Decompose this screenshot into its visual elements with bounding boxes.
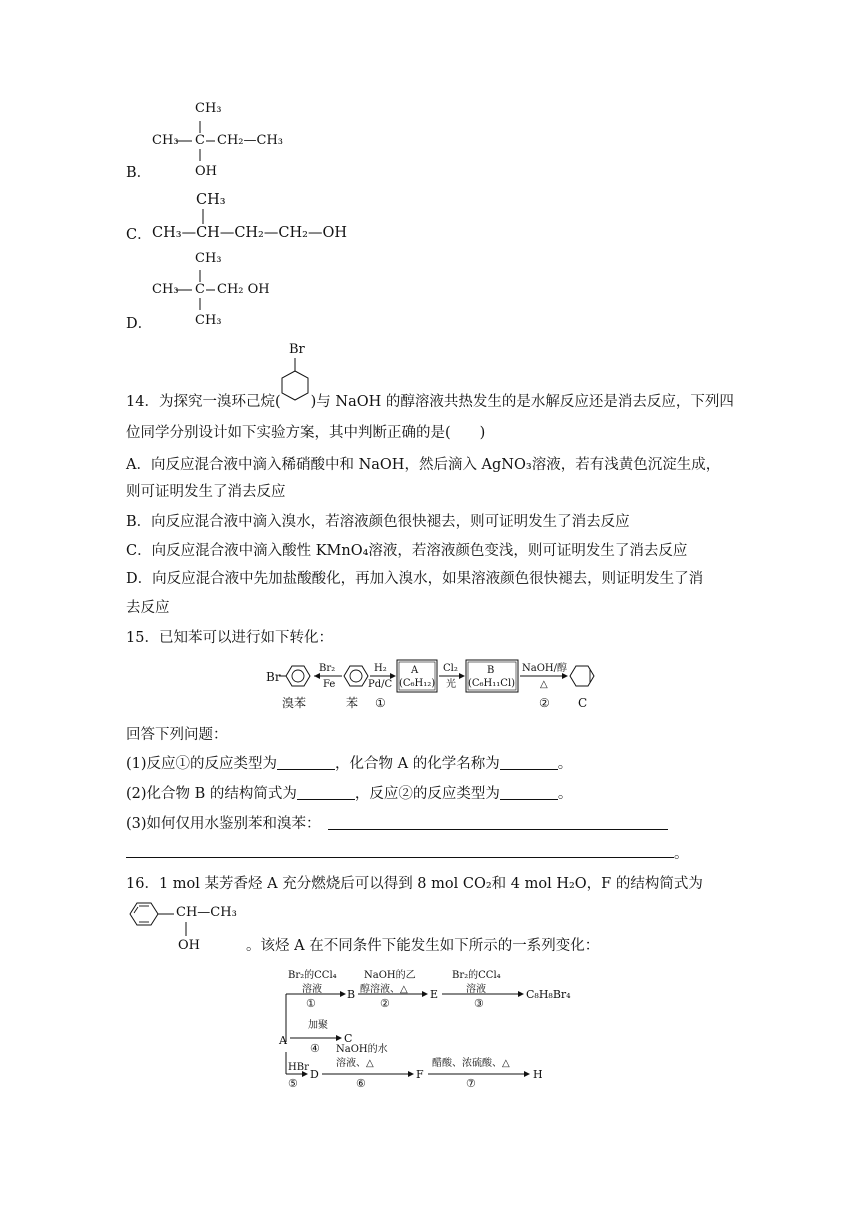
option-c-bond-3: — xyxy=(263,225,279,241)
q14-stem-line2: 位同学分别设计如下实验方案，其中判断正确的是( ) xyxy=(126,425,486,441)
seq-soln-1: 溶液 xyxy=(302,984,322,995)
option-b-right-chain: CH₂—CH₃ xyxy=(217,133,283,148)
q15-stem: 15．已知苯可以进行如下转化： xyxy=(126,630,333,646)
seq-ester-cond: 醋酸、浓硫酸、△ xyxy=(432,1058,510,1069)
option-b-oh: OH xyxy=(195,164,217,179)
option-c-chain xyxy=(152,223,347,243)
q15-blank-compound-a-name[interactable] xyxy=(500,755,558,770)
seq-a: A xyxy=(279,1034,287,1047)
seq-step2: ② xyxy=(380,997,390,1010)
option-b-left-ch3: CH₃ xyxy=(152,133,179,148)
q15-blank-method-line1[interactable] xyxy=(328,829,668,830)
scheme-label-bromobenzene: 溴苯 xyxy=(282,696,307,710)
option-d-bottom-ch3: CH₃ xyxy=(195,313,222,328)
option-b-label: B． xyxy=(126,165,152,181)
q15-part1-text-a: (1)反应①的反应类型为 xyxy=(126,756,278,772)
q15-part1-text-b: ，化合物 A 的化学名称为 xyxy=(335,756,500,772)
q14-option-a: A．向反应混合液中滴入稀硝酸中和 NaOH，然后滴入 AgNO₃溶液，若有浅黄色沉淀生成， xyxy=(126,457,721,473)
option-c-bond-4: — xyxy=(307,225,323,241)
q14-stem xyxy=(126,392,734,412)
option-c-ch2-a: CH₂ xyxy=(234,225,264,241)
scheme-box-a-top: A xyxy=(411,665,419,676)
option-c-top-ch3: CH₃ xyxy=(196,192,226,208)
seq-step5: ⑤ xyxy=(288,1077,298,1090)
seq-naoh-eth-1: NaOH的乙 xyxy=(364,970,416,981)
benzene-conversion-scheme xyxy=(260,656,610,712)
q15-part2-text-a: (2)化合物 B 的结构简式为 xyxy=(126,786,297,802)
compound-f-oh: OH xyxy=(178,938,200,953)
option-c-ch2-b: CH₂ xyxy=(278,225,308,241)
reaction-sequence-scheme xyxy=(276,966,596,1090)
q15-blank-reaction2-type[interactable] xyxy=(500,785,558,800)
option-d-top-ch3: CH₃ xyxy=(195,251,222,266)
seq-e: E xyxy=(430,988,439,1001)
option-c-bond-2: — xyxy=(219,225,235,241)
scheme-box-b-top: B xyxy=(487,665,495,676)
q14-option-c: C．向反应混合液中滴入酸性 KMnO₄溶液，若溶液颜色变浅，则可证明发生了消去反应 xyxy=(126,543,688,559)
option-d-center-c: C xyxy=(195,282,205,297)
scheme-box-a-bottom: (C₆H₁₂) xyxy=(399,678,436,689)
scheme-arrow1-bottom: Fe xyxy=(323,679,336,690)
seq-naoh-aq-2: 溶液、△ xyxy=(336,1058,374,1069)
q14-option-b: B．向反应混合液中滴入溴水，若溶液颜色很快褪去，则可证明发生了消去反应 xyxy=(126,514,630,530)
seq-step7: ⑦ xyxy=(466,1077,476,1090)
seq-br2-ccl4-1: Br₂的CCl₄ xyxy=(288,970,337,981)
option-d-right-chain: CH₂ OH xyxy=(217,282,270,297)
seq-naoh-eth-2: 醇溶液、△ xyxy=(360,984,408,995)
seq-step4: ④ xyxy=(310,1042,320,1055)
option-b-center-c: C xyxy=(195,133,205,148)
compound-f-ch-ch3: CH—CH₃ xyxy=(176,905,237,920)
option-c-bond-1: — xyxy=(181,225,197,241)
option-d-left-ch3: CH₃ xyxy=(152,282,179,297)
q14-option-a-cont: 则可证明发生了消去反应 xyxy=(126,484,286,500)
option-c-oh: OH xyxy=(322,225,347,241)
q14-option-d-cont: 去反应 xyxy=(126,600,170,616)
scheme-label-2: ② xyxy=(539,696,550,710)
seq-b: B xyxy=(347,988,356,1001)
seq-addpoly: 加聚 xyxy=(308,1020,328,1031)
seq-f: F xyxy=(416,1068,424,1081)
scheme-arrow3-top: Cl₂ xyxy=(443,663,458,674)
q16-stem: 16．1 mol 某芳香烃 A 充分燃烧后可以得到 8 mol CO₂和 4 mol H₂O，F 的结构简式为 xyxy=(126,876,703,892)
q15-part1: (1)反应①的反应类型为 ，化合物 A 的化学名称为 。 xyxy=(126,756,573,772)
scheme-label-c: C xyxy=(578,696,588,710)
q16-stem-line2: 。该烃 A 在不同条件下能发生如下所示的一系列变化： xyxy=(246,938,600,954)
q15-blank-reaction-type[interactable] xyxy=(277,755,335,770)
scheme-br: Br xyxy=(266,670,281,684)
scheme-arrow2-bottom: Pd/C xyxy=(368,679,393,690)
option-d-label: D． xyxy=(126,316,153,332)
seq-d: D xyxy=(310,1068,319,1081)
bromocyclohexane-br: Br xyxy=(289,342,305,357)
seq-step1: ① xyxy=(306,997,316,1010)
q15-prompt: 回答下列问题： xyxy=(126,727,228,743)
q14-stem-post: )与 NaOH 的醇溶液共热发生的是水解反应还是消去反应，下列四 xyxy=(310,394,734,410)
option-c-ch3: CH₃ xyxy=(152,225,182,241)
scheme-arrow3-bottom: 光 xyxy=(446,679,456,690)
q15-part2-text-b: ，反应②的反应类型为 xyxy=(354,786,500,802)
q15-part3-end: 。 xyxy=(674,846,689,862)
q14-stem-pre: 14．为探究一溴环己烷( xyxy=(126,394,281,410)
scheme-arrow4-bottom: △ xyxy=(540,679,548,690)
option-c-label: C． xyxy=(126,227,152,243)
seq-naoh-aq-1: NaOH的水 xyxy=(336,1044,388,1055)
seq-br2-ccl4-2: Br₂的CCl₄ xyxy=(452,970,501,981)
q15-blank-compound-b-structure[interactable] xyxy=(297,785,355,800)
seq-step6: ⑥ xyxy=(356,1077,366,1090)
seq-step3: ③ xyxy=(474,997,484,1010)
q15-part2: (2)化合物 B 的结构简式为 ，反应②的反应类型为 。 xyxy=(126,786,573,802)
scheme-box-b-bottom: (C₆H₁₁Cl) xyxy=(468,678,516,689)
scheme-label-benzene: 苯 xyxy=(346,696,359,710)
scheme-label-1: ① xyxy=(375,696,386,710)
scheme-arrow1-top: Br₂ xyxy=(319,663,336,674)
seq-hbr: HBr xyxy=(288,1062,309,1073)
q14-option-d: D．向反应混合液中先加盐酸酸化，再加入溴水，如果溶液颜色很快褪去，则证明发生了消 xyxy=(126,571,704,587)
q15-part3 xyxy=(126,814,321,834)
scheme-arrow2-top: H₂ xyxy=(374,663,387,674)
seq-h: H xyxy=(533,1068,543,1081)
option-c-ch: CH xyxy=(196,225,220,241)
q15-part3-text: (3)如何仅用水鉴别苯和溴苯： xyxy=(126,816,321,832)
scheme-arrow4-top: NaOH/醇 xyxy=(522,663,567,674)
seq-c: C xyxy=(344,1032,353,1045)
seq-soln-2: 溶液 xyxy=(466,984,486,995)
q15-blank-method-line2[interactable] xyxy=(126,857,674,858)
seq-product: C₈H₈Br₄ xyxy=(526,988,571,1001)
option-b-top-ch3: CH₃ xyxy=(195,101,222,116)
